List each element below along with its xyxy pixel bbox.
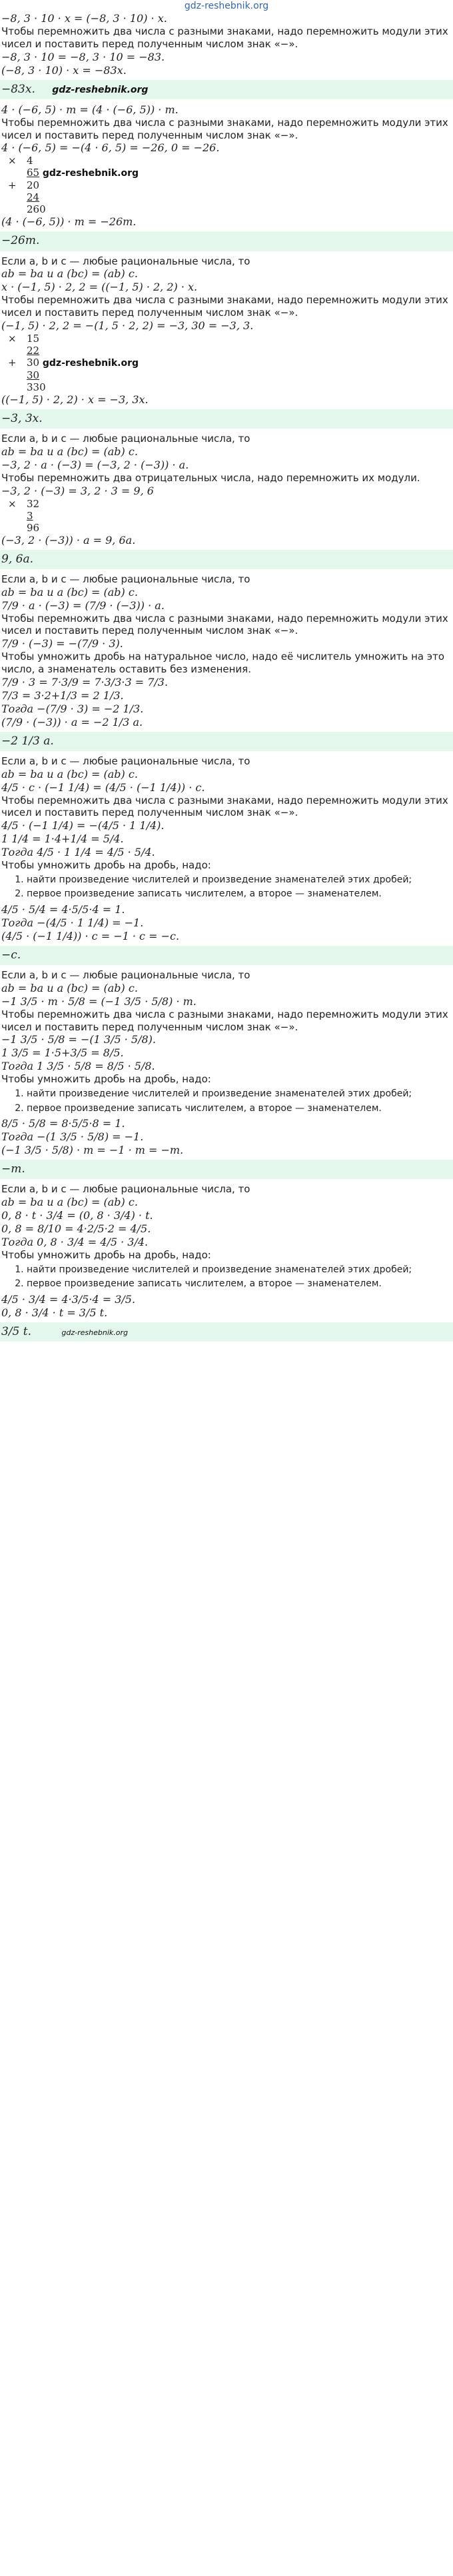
answer-text: −c. xyxy=(1,948,21,962)
equation-line: 7/9 · 3 = 7·3/9 = 7·3/3·3 = 7/3. xyxy=(1,675,169,688)
equation-line: 4/5 · 5/4 = 4·5/5·4 = 1. xyxy=(1,902,125,916)
equation-line: −3, 2 · a · (−3) = (−3, 2 · (−3)) · a. xyxy=(1,458,189,471)
solution-section-6 xyxy=(0,755,453,965)
equation-line: ab = ba и a (bc) = (ab) c. xyxy=(1,767,138,780)
answer-text: −2 1/3 a. xyxy=(1,734,54,748)
equation-line: 8/5 · 5/8 = 8·5/5·8 = 1. xyxy=(1,1117,125,1130)
equation-line: Тогда −(7/9 · 3) = −2 1/3. xyxy=(1,702,144,715)
column-number: 15 xyxy=(27,332,40,345)
answer-bar xyxy=(0,550,453,569)
solution-section-3 xyxy=(0,255,453,429)
equation-line: 4/5 · (−1 1/4) = −(4/5 · 1 1/4). xyxy=(1,819,165,832)
explanation-text: Если a, b и c — любые рациональные числа, то xyxy=(1,573,250,585)
equation-line: 7/9 · a · (−3) = (7/9 · (−3)) · a. xyxy=(1,599,165,612)
solution-section-8 xyxy=(0,1183,453,1342)
solution-section-7 xyxy=(0,969,453,1179)
watermark: gdz-reshebnik.org xyxy=(61,1328,128,1337)
equation-line: ab = ba и a (bc) = (ab) c. xyxy=(1,1196,138,1208)
answer-text: 3/5 t. xyxy=(1,1324,31,1338)
equation-line: ab = ba и a (bc) = (ab) c. xyxy=(1,267,138,281)
explanation-text: Если a, b и c — любые рациональные числа, то xyxy=(1,754,250,767)
answer-bar xyxy=(0,946,453,965)
equation-line: 4 · (−6, 5) · m = (4 · (−6, 5)) · m. xyxy=(1,103,179,116)
column-multiplication: × 32 3 96 xyxy=(8,497,40,534)
equation-line: 0, 8 · t · 3/4 = (0, 8 · 3/4) · t. xyxy=(1,1209,153,1222)
explanation-text: Чтобы перемножить два числа с разными знаками, надо перемножить модули этих чисел и поставить перед полученным числом знак «−». xyxy=(1,294,448,319)
equation-line: −8, 3 · 10 · x = (−8, 3 · 10) · x. xyxy=(1,12,167,25)
equation-line: −1 3/5 · 5/8 = −(1 3/5 · 5/8). xyxy=(1,1033,157,1046)
equation-line: ((−1, 5) · 2, 2) · x = −3, 3x. xyxy=(1,393,149,406)
list-item: 2. первое произведение записать числителем, а второе — знаменателем. xyxy=(27,1103,453,1115)
equation-line: (4/5 · (−1 1/4)) · c = −1 · c = −c. xyxy=(1,929,180,942)
equation-line: 4/5 · c · (−1 1/4) = (4/5 · (−1 1/4)) · c. xyxy=(1,780,205,794)
column-number: 30 xyxy=(27,369,40,381)
list-item: 1. найти произведение числителей и произведение знаменателей этих дробей; xyxy=(27,874,453,886)
answer-bar xyxy=(0,231,453,251)
column-number: 65 xyxy=(27,167,40,179)
equation-line: −3, 2 · (−3) = 3, 2 · 3 = 9, 6 xyxy=(1,484,154,497)
column-number: 30 xyxy=(27,356,40,369)
steps-list xyxy=(0,874,453,900)
explanation-text: Чтобы умножить дробь на дробь, надо: xyxy=(1,1073,211,1086)
equation-line: 7/3 = 3·2+1/3 = 2 1/3. xyxy=(1,688,124,702)
answer-bar xyxy=(0,732,453,751)
column-number: 3 xyxy=(27,509,33,522)
equation-line: Тогда −(4/5 · 1 1/4) = −1. xyxy=(1,916,144,929)
column-number: 24 xyxy=(27,191,40,204)
answer-bar xyxy=(0,80,453,99)
answer-text: 9, 6a. xyxy=(1,552,33,566)
equation-line: 4 · (−6, 5) = −(4 · 6, 5) = −26, 0 = −26. xyxy=(1,141,220,155)
equation-line: Тогда −(1 3/5 · 5/8) = −1. xyxy=(1,1130,144,1143)
column-number: 22 xyxy=(27,344,40,357)
column-number: 20 xyxy=(27,179,40,192)
column-number: 32 xyxy=(27,497,40,510)
watermark: gdz-reshebnik.org xyxy=(52,84,149,95)
equation-line: (−8, 3 · 10) · x = −83x. xyxy=(1,63,127,77)
list-item: 1. найти произведение числителей и произведение знаменателей этих дробей; xyxy=(27,1264,453,1276)
equation-line: 1 1/4 = 1·4+1/4 = 5/4. xyxy=(1,832,124,845)
watermark: gdz-reshebnik.org xyxy=(42,168,139,179)
explanation-text: Если a, b и c — любые рациональные числа, то xyxy=(1,255,250,267)
explanation-text: Чтобы умножить дробь на дробь, надо: xyxy=(1,1249,211,1261)
equation-line: ab = ba и a (bc) = (ab) c. xyxy=(1,981,138,994)
equation-line: Тогда 4/5 · 1 1/4 = 4/5 · 5/4. xyxy=(1,846,155,858)
answer-bar xyxy=(0,1160,453,1179)
explanation-text: Чтобы перемножить два отрицательных числа, надо перемножить их модули. xyxy=(1,471,420,484)
answer-bar xyxy=(0,409,453,429)
equation-line: (−3, 2 · (−3)) · a = 9, 6a. xyxy=(1,533,136,547)
explanation-text: Чтобы умножить дробь на натуральное число, надо её числитель умножить на это число, а знаменатель оставить без изменения. xyxy=(1,650,445,675)
equation-line: ab = ba и a (bc) = (ab) c. xyxy=(1,445,138,458)
solution-section-1 xyxy=(0,12,453,99)
watermark: gdz-reshebnik.org xyxy=(42,357,139,369)
equation-line: 7/9 · (−3) = −(7/9 · 3). xyxy=(1,637,123,650)
answer-text: −26m. xyxy=(1,234,40,248)
equation-line: 4/5 · 3/4 = 4·3/5·4 = 3/5. xyxy=(1,1292,136,1306)
column-multiplication: × 15 22 + 30 gdz-reshebnik.org 30 330 xyxy=(8,332,139,393)
solution-section-5 xyxy=(0,573,453,751)
column-number: 260 xyxy=(27,203,46,216)
answer-bar xyxy=(0,1322,453,1342)
explanation-text: Чтобы перемножить два числа с разными знаками, надо перемножить модули этих чисел и поставить перед полученным числом знак «−». xyxy=(1,794,448,819)
explanation-text: Если a, b и c — любые рациональные числа, то xyxy=(1,433,250,445)
answer-text: −m. xyxy=(1,1162,25,1176)
steps-list xyxy=(0,1264,453,1290)
column-multiplication: × 4 65 gdz-reshebnik.org + 20 24 260 xyxy=(8,155,139,216)
equation-line: 0, 8 = 8/10 = 4·2/5·2 = 4/5. xyxy=(1,1222,151,1235)
column-number: 4 xyxy=(27,155,33,167)
equation-line: (4 · (−6, 5)) · m = −26m. xyxy=(1,215,137,229)
explanation-text: Чтобы перемножить два числа с разными знаками, надо перемножить модули этих чисел и поставить перед полученным числом знак «−». xyxy=(1,612,448,637)
equation-line: 0, 8 · 3/4 · t = 3/5 t. xyxy=(1,1306,108,1319)
equation-line: Тогда 0, 8 · 3/4 = 4/5 · 3/4. xyxy=(1,1236,149,1248)
equation-line: −1 3/5 · m · 5/8 = (−1 3/5 · 5/8) · m. xyxy=(1,994,197,1008)
explanation-text: Чтобы перемножить два числа с разными знаками, надо перемножить модули этих чисел и поставить перед полученным числом знак «−». xyxy=(1,25,448,50)
list-item: 1. найти произведение числителей и произведение знаменателей этих дробей; xyxy=(27,1088,453,1100)
solution-section-4 xyxy=(0,433,453,569)
answer-text: −83x. xyxy=(1,82,35,96)
equation-line: Тогда 1 3/5 · 5/8 = 8/5 · 5/8. xyxy=(1,1060,155,1073)
list-item: 2. первое произведение записать числителем, а второе — знаменателем. xyxy=(27,888,453,900)
explanation-text: Если a, b и c — любые рациональные числа, то xyxy=(1,1183,250,1196)
equation-line: ab = ba и a (bc) = (ab) c. xyxy=(1,585,138,599)
explanation-text: Чтобы умножить дробь на дробь, надо: xyxy=(1,859,211,871)
equation-line: 1 3/5 = 1·5+3/5 = 8/5. xyxy=(1,1046,124,1060)
explanation-text: Чтобы перемножить два числа с разными знаками, надо перемножить модули этих чисел и поставить перед полученным числом знак «−». xyxy=(1,116,448,141)
explanation-text: Если a, b и c — любые рациональные числа, то xyxy=(1,969,250,981)
equation-line: x · (−1, 5) · 2, 2 = ((−1, 5) · 2, 2) · x. xyxy=(1,281,198,294)
solution-section-2 xyxy=(0,103,453,251)
equation-line: (7/9 · (−3)) · a = −2 1/3 a. xyxy=(1,715,143,728)
site-title[interactable]: gdz-reshebnik.org xyxy=(184,1,269,11)
equation-line: −8, 3 · 10 = −8, 3 · 10 = −83. xyxy=(1,50,165,63)
explanation-text: Чтобы перемножить два числа с разными знаками, надо перемножить модули этих чисел и поставить перед полученным числом знак «−». xyxy=(1,1008,448,1033)
list-item: 2. первое произведение записать числителем, а второе — знаменателем. xyxy=(27,1278,453,1290)
column-number: 330 xyxy=(27,381,46,393)
steps-list xyxy=(0,1088,453,1114)
equation-line: (−1, 5) · 2, 2 = −(1, 5 · 2, 2) = −3, 30 = −3, 3. xyxy=(1,319,254,332)
column-number: 96 xyxy=(27,521,40,534)
equation-line: (−1 3/5 · 5/8) · m = −1 · m = −m. xyxy=(1,1144,184,1156)
answer-text: −3, 3x. xyxy=(1,411,43,425)
